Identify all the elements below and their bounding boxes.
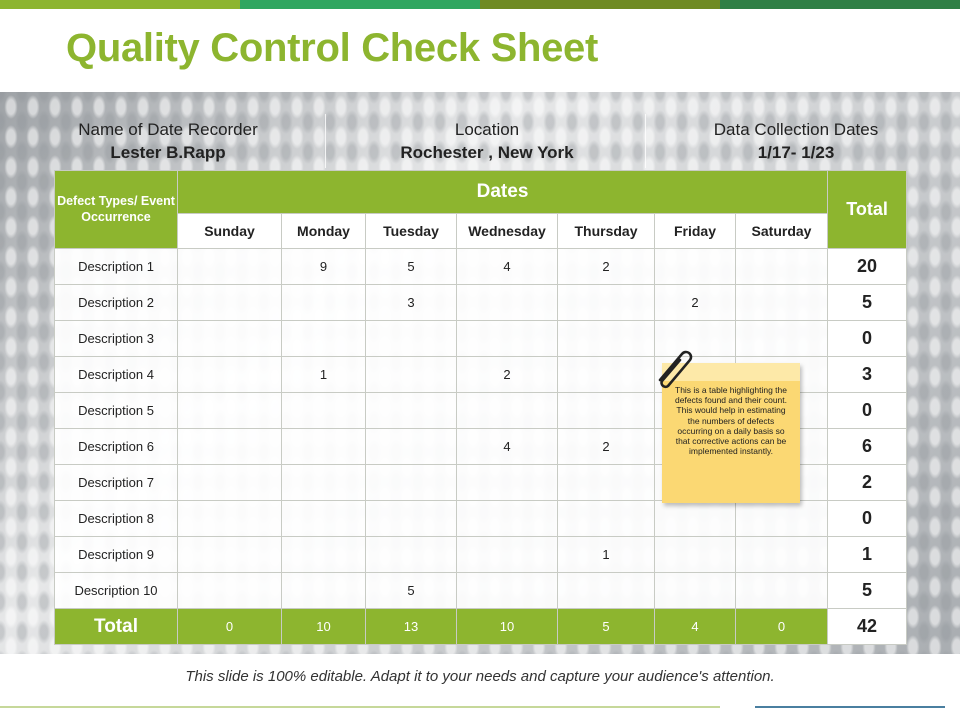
defect-description: Description 8 (55, 501, 178, 537)
count-cell: 4 (457, 249, 558, 285)
row-total-cell: 1 (828, 537, 907, 573)
dates-header: Dates (178, 171, 828, 214)
row-total-cell: 3 (828, 357, 907, 393)
count-cell (178, 573, 282, 609)
count-cell: 2 (558, 429, 655, 465)
grand-total-cell: 42 (828, 609, 907, 645)
count-cell: 1 (558, 537, 655, 573)
table-row (55, 573, 907, 609)
table-row (55, 321, 907, 357)
recorder-info (8, 112, 328, 168)
count-cell (457, 465, 558, 501)
sticky-note-text: This is a table highlighting the defects found and their count. This would help in estimating the numbers of defects occurring on a daily basis so that corrective actions can be implemented instantly. (675, 385, 787, 457)
count-cell (366, 537, 457, 573)
totals-row (55, 609, 907, 645)
count-cell (558, 501, 655, 537)
defect-description: Description 7 (55, 465, 178, 501)
day-header-sunday: Sunday (178, 214, 282, 249)
dates-info (636, 112, 956, 168)
day-total-cell: 0 (736, 609, 828, 645)
top-bar-segment-4 (720, 0, 960, 9)
count-cell (178, 501, 282, 537)
count-cell (736, 285, 828, 321)
count-cell: 2 (457, 357, 558, 393)
count-cell (282, 465, 366, 501)
count-cell (282, 501, 366, 537)
row-total-cell: 0 (828, 501, 907, 537)
count-cell: 9 (282, 249, 366, 285)
total-header: Total (828, 171, 907, 249)
count-cell (457, 393, 558, 429)
day-header-wednesday: Wednesday (457, 214, 558, 249)
day-total-cell: 0 (178, 609, 282, 645)
defect-description: Description 3 (55, 321, 178, 357)
count-cell (282, 429, 366, 465)
defect-types-header: Defect Types/ Event Occurrence (55, 171, 178, 249)
count-cell: 3 (366, 285, 457, 321)
count-cell (558, 465, 655, 501)
count-cell (282, 321, 366, 357)
count-cell (457, 573, 558, 609)
day-header-saturday: Saturday (736, 214, 828, 249)
day-header-tuesday: Tuesday (366, 214, 457, 249)
top-color-bar (0, 0, 960, 9)
count-cell (178, 393, 282, 429)
top-bar-segment-2 (240, 0, 480, 9)
count-cell: 5 (366, 249, 457, 285)
count-cell (655, 537, 736, 573)
count-cell (282, 393, 366, 429)
count-cell (457, 321, 558, 357)
top-bar-segment-1 (0, 0, 240, 9)
row-total-cell: 6 (828, 429, 907, 465)
count-cell (736, 501, 828, 537)
dates-label: Data Collection Dates (713, 120, 879, 139)
day-header-thursday: Thursday (558, 214, 655, 249)
count-cell (558, 393, 655, 429)
count-cell (366, 393, 457, 429)
count-cell (655, 501, 736, 537)
count-cell (558, 573, 655, 609)
day-header-friday: Friday (655, 214, 736, 249)
count-cell (558, 321, 655, 357)
row-total-cell: 0 (828, 321, 907, 357)
count-cell (736, 573, 828, 609)
day-total-cell: 10 (457, 609, 558, 645)
count-cell: 1 (282, 357, 366, 393)
defect-description: Description 9 (55, 537, 178, 573)
defect-description: Description 6 (55, 429, 178, 465)
defect-description: Description 10 (55, 573, 178, 609)
count-cell (178, 285, 282, 321)
dates-value: 1/17- 1/23 (757, 143, 835, 162)
count-cell (558, 357, 655, 393)
info-divider (325, 114, 326, 168)
count-cell (655, 573, 736, 609)
count-cell: 5 (366, 573, 457, 609)
count-cell (178, 321, 282, 357)
count-cell (366, 465, 457, 501)
count-cell: 4 (457, 429, 558, 465)
count-cell (457, 537, 558, 573)
table-row (55, 537, 907, 573)
count-cell (178, 537, 282, 573)
count-cell (736, 321, 828, 357)
day-total-cell: 4 (655, 609, 736, 645)
slide-caption: This slide is 100% editable. Adapt it to your needs and capture your audience's attention. (185, 668, 775, 685)
defect-description: Description 1 (55, 249, 178, 285)
bottom-line (0, 706, 720, 708)
defect-description: Description 5 (55, 393, 178, 429)
count-cell (366, 357, 457, 393)
slide-title: Quality Control Check Sheet (66, 26, 598, 70)
count-cell (366, 321, 457, 357)
row-total-cell: 5 (828, 285, 907, 321)
count-cell (655, 249, 736, 285)
bottom-line-accent (755, 706, 945, 708)
day-header-monday: Monday (282, 214, 366, 249)
recorder-label: Name of Date Recorder (78, 120, 258, 139)
table-row (55, 285, 907, 321)
count-cell (558, 285, 655, 321)
count-cell (282, 537, 366, 573)
count-cell (457, 285, 558, 321)
count-cell (178, 465, 282, 501)
count-cell (178, 429, 282, 465)
count-cell (178, 357, 282, 393)
count-cell (366, 429, 457, 465)
location-info (327, 112, 647, 168)
day-total-cell: 13 (366, 609, 457, 645)
row-total-cell: 20 (828, 249, 907, 285)
location-label: Location (454, 120, 520, 139)
recorder-value: Lester B.Rapp (110, 143, 226, 162)
paperclip-icon (650, 346, 696, 390)
totals-row-label: Total (55, 609, 178, 645)
count-cell: 2 (655, 285, 736, 321)
count-cell (178, 249, 282, 285)
table-row (55, 249, 907, 285)
count-cell (736, 537, 828, 573)
count-cell (366, 501, 457, 537)
day-total-cell: 10 (282, 609, 366, 645)
table-row (55, 501, 907, 537)
count-cell (457, 501, 558, 537)
day-total-cell: 5 (558, 609, 655, 645)
defect-description: Description 4 (55, 357, 178, 393)
top-bar-segment-3 (480, 0, 720, 9)
row-total-cell: 2 (828, 465, 907, 501)
row-total-cell: 5 (828, 573, 907, 609)
row-total-cell: 0 (828, 393, 907, 429)
count-cell (736, 249, 828, 285)
location-value: Rochester , New York (400, 143, 574, 162)
defect-description: Description 2 (55, 285, 178, 321)
count-cell (282, 285, 366, 321)
count-cell: 2 (558, 249, 655, 285)
count-cell (282, 573, 366, 609)
